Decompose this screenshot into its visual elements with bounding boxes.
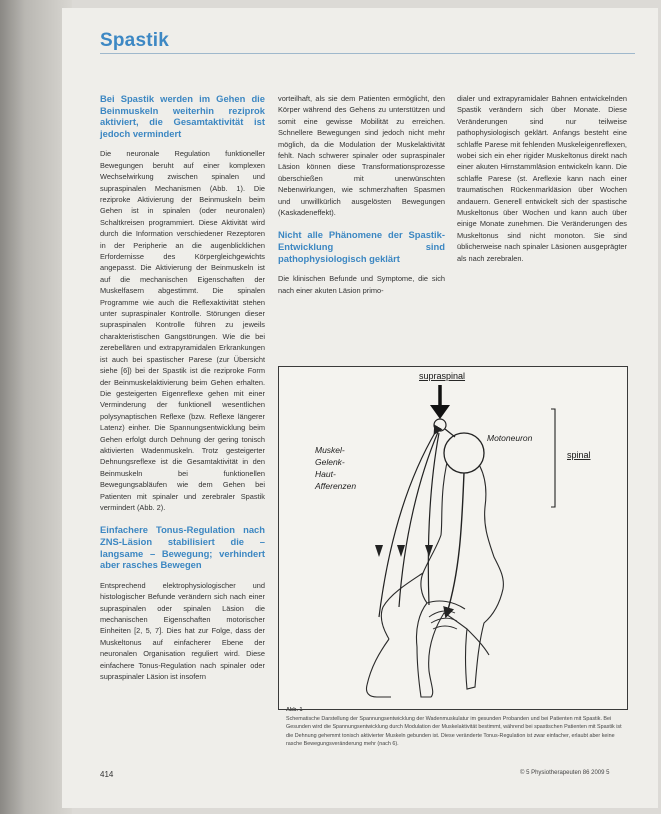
label-supraspinal: supraspinal: [419, 371, 466, 381]
journal-citation: © 5 Physiotherapeuten 86 2009 5: [520, 770, 610, 776]
label-motoneuron: Motoneuron: [487, 433, 533, 443]
label-afferents: [314, 445, 356, 491]
paragraph: Die klinischen Befunde und Symptome, die sich nach einer akuten Läsion primo-: [278, 274, 445, 295]
paragraph: dialer und extrapyramidaler Bahnen entwickelnden Spastik verändern sich über Monate. Diese Veränderungen sind nur teilweise pathophysiologisch geklärt. Anfangs besteht eine schlaffe Parese mit fehlenden Muskeleigenreflexen, wobei sich ein eher rigider Muskeltonus direkt nach einer akuten Hirnstammläsion entwickeln kann. Die schlaffe Parese (st. Areflexie kann nach einer traumatischen Rückenmarkläsion über Wochen andauern. Generell entwickelt sich der spastische Muskeltonus über Wochen und kann auch über einige Monate zunehmen. Die Veränderungen des Muskeltonus sind nicht monoton. Sie sind üblicherweise nach spinaler Läsionen ausgeprägter als nach zerebralen.: [457, 94, 627, 263]
page-number: 414: [100, 770, 114, 779]
label-spinal: spinal: [567, 450, 591, 460]
column-1: [100, 93, 265, 689]
label-afferent-line: Afferenzen: [315, 481, 357, 491]
page-title: Spastik: [100, 30, 169, 51]
section-heading-2: Einfachere Tonus-Regulation nach ZNS-Läsion stabilisiert die – langsame – Bewegung; verhindert aber rasches Bewegen: [100, 524, 265, 571]
label-afferent-line: Haut-: [315, 469, 336, 479]
column-3: [457, 93, 627, 271]
label-afferent-line: Muskel-: [315, 445, 345, 455]
column-2: [278, 93, 445, 303]
title-rule: [100, 53, 635, 54]
figure-caption: [286, 706, 622, 748]
paragraph: Entsprechend elektrophysiologischer und histologischer Befunde verändern sich nach einer supraspinalen oder spinalen Läsion die mechanischen Eigenschaften motorischer Einheiten [2, 5, 7]. Dies hat zur Folge, dass der Muskeltonus auf einfacherer Ebene der neuronalen Organisation reguliert wird. Diese einfachere Tonus-Regulation nach spinaler oder supraspinaler Läsion ist insofern: [100, 580, 265, 681]
spasticity-diagram: [279, 367, 627, 709]
caption-text: Schematische Darstellung der Spannungsentwicklung der Wadenmuskulatur im gesunden Probanden und bei Patienten mit Spastik. Bei Gesunden wird die Spannungsentwicklung durch Modulation der Muskelaktivität bestimmt, während bei spastischen Patienten mit Spastik ist die Dehnung gehemmt tonisch aktivierter Muskeln gebunden ist. Diese veränderte Tonus-Regulation ist zwar einfacher, erlaubt aber keine rasche Bewegungsveränderung mehr (nach 6).: [286, 716, 622, 747]
afferent-fibers: [379, 431, 439, 617]
section-heading-3: Nicht alle Phänomene der Spastik-Entwicklung sind pathophysiologisch geklärt: [278, 229, 445, 264]
body-outline: [416, 447, 503, 697]
interneuron-node: [434, 419, 446, 431]
paragraph: vorteilhaft, als sie dem Patienten ermöglicht, den Körper während des Gehens zu unterstützen und somit eine gewisse Mobilität zu erreichen. Schnellere Bewegungen sind jedoch nicht mehr möglich, da die Modulation der Muskelaktivität fehlt. Nach schwerer spinaler oder supraspinaler Läsion können diese Transformationsprozesse überschießen mit unerwünschten Nebenwirkungen, wie schmerzhaften Spasmen und unwillkürlich ausgelösten Bewegungen (Kaskadeneffekt).: [278, 94, 445, 218]
motoneuron-node: [444, 433, 484, 473]
section-heading-1: Bei Spastik werden im Gehen die Beinmuskeln weiterhin reziprok aktiviert, die Gesamtaktivität ist jedoch vermindert: [100, 93, 265, 139]
paragraph: Die neuronale Regulation funktioneller Bewegungen beruht auf einer komplexen Wechselwirkung zwischen spinalen und supraspinalen Mechanismen (Abb. 1). Die reziproke Aktivierung der Beinmuskeln beim Gehen ist in spinalen (oder neuronalen) Schaltkreisen programmiert. Diese Aktivität wird durch die Information verschiedener Rezeptoren in der Peripherie an die augenblicklichen Erfordernisse des Körpergleichgewichts angepasst. Die Aktivierung der Beinmuskeln ist auf die mechanischen Eigenschaften der Muskelfasern abgestimmt. Die spinalen Programme wie auch die Reflexaktivität stehen unter supraspinaler Kontrolle. Störungen dieser supraspinalen Kontrolle führen zu jeweils charakteristischen Gangstörungen. Wie die bei zerebellären und extrapyramidalen Erkrankungen ist auch bei spastischer Parese (zur Übersicht siehe [6]) bei der Spastik ist die reziproke Form der Beinmuskelaktivierung beim Gehen erhalten. Die gesteigerten Eigenreflexe gehen mit einer Verminderung der funktionell wesentlichen polysynaptischen Reflexe (bzw. Reflexe längerer Latenz) einher. Die Spannungsentwicklung beim Gehen erfolgt durch Dehnung der gering tonisch aktivierten Wadenmuskeln. Trotz gesteigerter Dehnungsreflexe ist die Gesamtaktivität in den Beinmuskeln bei funktionellen Bewegungsabläufen wie dem Gehen bei Patienten mit spinaler und zerebraler Spastik vermindert (Abb. 2).: [100, 149, 265, 512]
caption-label: Abb. 1: [286, 707, 303, 713]
efferent-fiber: [447, 473, 464, 613]
spinal-bracket: [551, 409, 555, 507]
label-afferent-line: Gelenk-: [315, 457, 345, 467]
figure-1: [278, 366, 628, 710]
